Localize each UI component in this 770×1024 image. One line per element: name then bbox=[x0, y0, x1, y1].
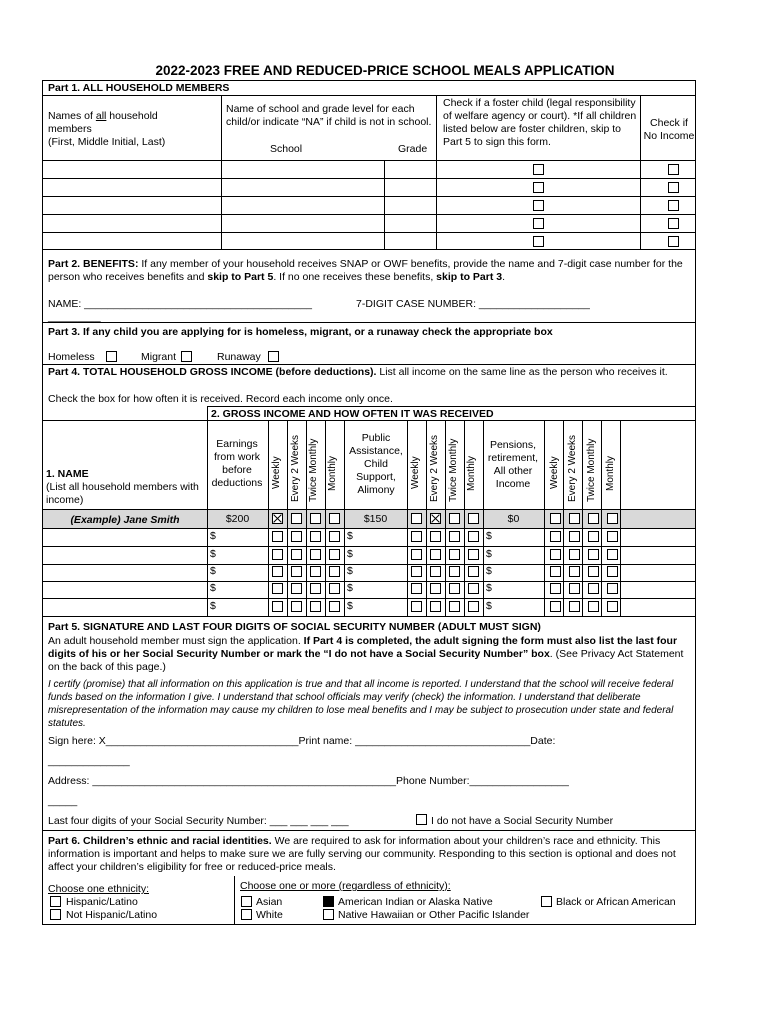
freq-monthly: Monthly bbox=[466, 455, 477, 491]
income-frequency-checkbox[interactable] bbox=[588, 583, 599, 594]
income-amount-field[interactable]: $ bbox=[210, 530, 216, 542]
address-line[interactable]: Address: ____________________________________________________Phone Number:_________________ bbox=[48, 775, 569, 787]
white-checkbox[interactable] bbox=[241, 909, 252, 920]
income-amount-field[interactable]: $ bbox=[347, 582, 353, 594]
income-frequency-checkbox[interactable] bbox=[430, 549, 441, 560]
black-checkbox[interactable] bbox=[541, 896, 552, 907]
income-amount-field[interactable]: $ bbox=[486, 565, 492, 577]
freq-every2weeks: Every 2 Weeks bbox=[290, 434, 301, 502]
income-amount-field[interactable]: $ bbox=[486, 548, 492, 560]
income-frequency-checkbox[interactable] bbox=[588, 531, 599, 542]
income-frequency-checkbox[interactable] bbox=[550, 566, 561, 577]
income-frequency-checkbox[interactable] bbox=[449, 549, 460, 560]
part1-heading: Part 1. ALL HOUSEHOLD MEMBERS bbox=[48, 82, 230, 94]
asian-checkbox[interactable] bbox=[241, 896, 252, 907]
date-cont: ______________ bbox=[48, 755, 130, 767]
foster-checkbox[interactable] bbox=[533, 236, 544, 247]
benefits-name-field[interactable]: NAME: _______________________________________ bbox=[48, 298, 312, 310]
asian-label: Asian bbox=[256, 896, 283, 908]
freq-every2weeks: Every 2 Weeks bbox=[567, 434, 578, 502]
grade-label: Grade bbox=[398, 143, 428, 155]
runaway-checkbox[interactable] bbox=[268, 351, 279, 362]
income-frequency-checkbox[interactable] bbox=[607, 566, 618, 577]
no-income-checkbox[interactable] bbox=[668, 218, 679, 229]
income-amount-field[interactable]: $ bbox=[210, 565, 216, 577]
income-frequency-checkbox[interactable] bbox=[607, 549, 618, 560]
freq-twicemonthly: Twice Monthly bbox=[308, 438, 319, 502]
income-frequency-checkbox[interactable] bbox=[291, 549, 302, 560]
income-frequency-checkbox[interactable] bbox=[411, 566, 422, 577]
income-frequency-checkbox[interactable] bbox=[550, 513, 561, 524]
income-frequency-checkbox[interactable] bbox=[430, 583, 441, 594]
income-frequency-checkbox[interactable] bbox=[588, 549, 599, 560]
no-income-checkbox[interactable] bbox=[668, 200, 679, 211]
migrant-label: Migrant bbox=[141, 351, 177, 363]
no-ssn-checkbox[interactable] bbox=[416, 814, 427, 825]
col-foster-header: Check if a foster child (legal responsibility of welfare agency or court). *If all children listed below are foster children, skip to Part 5 to sign this form. bbox=[443, 97, 637, 148]
income-frequency-checkbox[interactable] bbox=[291, 531, 302, 542]
income-frequency-checkbox[interactable] bbox=[449, 566, 460, 577]
hawaiian-checkbox[interactable] bbox=[323, 909, 334, 920]
ssn-field[interactable]: Last four digits of your Social Security Number: ___ ___ ___ ___ bbox=[48, 815, 349, 827]
income-frequency-checkbox[interactable] bbox=[588, 513, 599, 524]
ethnicity-label: Choose one ethnicity: bbox=[48, 883, 149, 895]
migrant-checkbox[interactable] bbox=[181, 351, 192, 362]
income-frequency-checkbox[interactable] bbox=[468, 531, 479, 542]
income-frequency-checkbox[interactable] bbox=[468, 583, 479, 594]
income-frequency-checkbox[interactable] bbox=[329, 601, 340, 612]
part6-text: Part 6. Children’s ethnic and racial identities. We are required to ask for information about your children’s race and ethnicity. This information is important and helps to make sure we are fully serving our community. Responding to this section is optional and does not affect your children’s eligibility for free or reduced-price meals. bbox=[48, 835, 676, 873]
freq-twicemonthly: Twice Monthly bbox=[448, 438, 459, 502]
signature-line[interactable]: Sign here: X_________________________________Print name: ______________________________Date: bbox=[48, 735, 556, 747]
foster-checkbox[interactable] bbox=[533, 164, 544, 175]
income-frequency-checkbox[interactable] bbox=[449, 531, 460, 542]
no-ssn-label: I do not have a Social Security Number bbox=[431, 815, 614, 827]
income-frequency-checkbox[interactable] bbox=[449, 513, 460, 524]
name-heading: 1. NAME bbox=[46, 468, 89, 480]
income-frequency-checkbox[interactable] bbox=[468, 513, 479, 524]
income-frequency-checkbox[interactable] bbox=[607, 583, 618, 594]
freq-weekly: Weekly bbox=[549, 456, 560, 489]
income-frequency-checkbox[interactable] bbox=[329, 566, 340, 577]
income-frequency-checkbox[interactable] bbox=[588, 601, 599, 612]
freq-monthly: Monthly bbox=[327, 455, 338, 491]
income-frequency-checkbox[interactable] bbox=[430, 601, 441, 612]
divider bbox=[42, 95, 696, 96]
income-amount-field[interactable]: $ bbox=[347, 548, 353, 560]
income-amount-field[interactable]: $ bbox=[486, 600, 492, 612]
income-frequency-checkbox[interactable] bbox=[430, 531, 441, 542]
example-earnings: $200 bbox=[225, 513, 250, 525]
case-number-field[interactable]: 7-DIGIT CASE NUMBER: ___________________ bbox=[356, 298, 590, 310]
freq-monthly: Monthly bbox=[605, 455, 616, 491]
income-frequency-checkbox[interactable] bbox=[607, 513, 618, 524]
income-frequency-checkbox[interactable] bbox=[272, 566, 283, 577]
example-name: (Example) Jane Smith bbox=[70, 514, 180, 526]
freq-weekly: Weekly bbox=[410, 456, 421, 489]
income-amount-field[interactable]: $ bbox=[210, 600, 216, 612]
freq-twicemonthly: Twice Monthly bbox=[586, 438, 597, 502]
income-amount-field[interactable]: $ bbox=[210, 582, 216, 594]
income-frequency-checkbox[interactable] bbox=[272, 513, 283, 524]
income-frequency-checkbox[interactable] bbox=[329, 549, 340, 560]
race-label: Choose one or more (regardless of ethnicity): bbox=[240, 880, 451, 892]
public-assistance-header: Public Assistance, Child Support, Alimony bbox=[349, 432, 403, 496]
income-frequency-checkbox[interactable] bbox=[607, 531, 618, 542]
income-frequency-checkbox[interactable] bbox=[550, 549, 561, 560]
part4-instructions: Check the box for how often it is received. Record each income only once. bbox=[48, 393, 393, 405]
income-frequency-checkbox[interactable] bbox=[310, 513, 321, 524]
certify-statement: I certify (promise) that all information on this application is true and that all income is reported. I understand that the school will receive federal funds based on the information I give. I understand that school officials may verify (check) the information. I understand that deliberate misrepresentation of the information may cause my children to lose meal benefits and I may be subject to prosecution under state and federal statutes. bbox=[48, 679, 674, 729]
american-indian-checkbox[interactable] bbox=[323, 896, 334, 907]
freq-every2weeks: Every 2 Weeks bbox=[429, 434, 440, 502]
address-cont: _____ bbox=[48, 795, 78, 807]
income-frequency-checkbox[interactable] bbox=[310, 531, 321, 542]
income-frequency-checkbox[interactable] bbox=[329, 531, 340, 542]
example-public: $150 bbox=[363, 513, 388, 525]
income-frequency-checkbox[interactable] bbox=[291, 566, 302, 577]
income-amount-field[interactable]: $ bbox=[210, 548, 216, 560]
foster-checkbox[interactable] bbox=[533, 182, 544, 193]
col-noincome-header: Check if No Income bbox=[643, 117, 695, 142]
col-names-header: Names of all household members (First, Middle Initial, Last) bbox=[48, 110, 166, 148]
earnings-header: Earnings from work before deductions bbox=[211, 438, 263, 489]
income-frequency-checkbox[interactable] bbox=[569, 583, 580, 594]
part5-heading: Part 5. SIGNATURE AND LAST FOUR DIGITS OF SOCIAL SECURITY NUMBER (ADULT MUST SIGN) bbox=[48, 621, 541, 633]
income-frequency-checkbox[interactable] bbox=[550, 601, 561, 612]
income-frequency-checkbox[interactable] bbox=[569, 513, 580, 524]
no-income-checkbox[interactable] bbox=[668, 236, 679, 247]
income-frequency-checkbox[interactable] bbox=[291, 513, 302, 524]
income-frequency-checkbox[interactable] bbox=[468, 601, 479, 612]
income-frequency-checkbox[interactable] bbox=[310, 549, 321, 560]
income-frequency-checkbox[interactable] bbox=[607, 601, 618, 612]
income-frequency-checkbox[interactable] bbox=[569, 566, 580, 577]
income-frequency-checkbox[interactable] bbox=[411, 531, 422, 542]
income-frequency-checkbox[interactable] bbox=[550, 531, 561, 542]
freq-weekly: Weekly bbox=[271, 456, 282, 489]
benefits-name-cont: _________ bbox=[48, 311, 101, 323]
income-frequency-checkbox[interactable] bbox=[329, 513, 340, 524]
income-frequency-checkbox[interactable] bbox=[310, 566, 321, 577]
hispanic-checkbox[interactable] bbox=[50, 896, 61, 907]
income-frequency-checkbox[interactable] bbox=[310, 583, 321, 594]
income-frequency-checkbox[interactable] bbox=[569, 601, 580, 612]
part5-text: An adult household member must sign the application. If Part 4 is completed, the adult signing the form must also list the last four digits of his or her Social Security Number or mark the “I do not have a Social Security Number” box. (See Privacy Act Statement on the back of this page.) bbox=[48, 635, 684, 673]
income-frequency-checkbox[interactable] bbox=[272, 549, 283, 560]
gross-income-heading: 2. GROSS INCOME AND HOW OFTEN IT WAS RECEIVED bbox=[211, 408, 494, 420]
foster-checkbox[interactable] bbox=[533, 200, 544, 211]
income-frequency-checkbox[interactable] bbox=[569, 549, 580, 560]
col-school-header: Name of school and grade level for each child/or indicate “NA” if child is not in school. bbox=[226, 103, 432, 128]
foster-checkbox[interactable] bbox=[533, 218, 544, 229]
income-frequency-checkbox[interactable] bbox=[411, 601, 422, 612]
income-frequency-checkbox[interactable] bbox=[588, 566, 599, 577]
homeless-label: Homeless bbox=[48, 351, 95, 363]
school-label: School bbox=[270, 143, 303, 155]
part3-heading: Part 3. If any child you are applying for is homeless, migrant, or a runaway check the appropriate box bbox=[48, 326, 553, 338]
income-frequency-checkbox[interactable] bbox=[411, 549, 422, 560]
form-title: 2022-2023 FREE AND REDUCED-PRICE SCHOOL MEALS APPLICATION bbox=[155, 63, 615, 78]
runaway-label: Runaway bbox=[217, 351, 261, 363]
income-frequency-checkbox[interactable] bbox=[449, 601, 460, 612]
income-frequency-checkbox[interactable] bbox=[569, 531, 580, 542]
pensions-header: Pensions, retirement, All other Income bbox=[487, 439, 539, 490]
income-amount-field[interactable]: $ bbox=[347, 565, 353, 577]
not-hispanic-checkbox[interactable] bbox=[50, 909, 61, 920]
income-frequency-checkbox[interactable] bbox=[430, 566, 441, 577]
not-hispanic-label: Not Hispanic/Latino bbox=[66, 909, 158, 921]
income-frequency-checkbox[interactable] bbox=[411, 583, 422, 594]
hawaiian-label: Native Hawaiian or Other Pacific Islander bbox=[338, 909, 530, 921]
black-label: Black or African American bbox=[556, 896, 676, 908]
income-frequency-checkbox[interactable] bbox=[291, 583, 302, 594]
white-label: White bbox=[256, 909, 283, 921]
part4-heading: Part 4. TOTAL HOUSEHOLD GROSS INCOME (before deductions). List all income on the same line as the person who receives it. bbox=[48, 366, 668, 378]
income-frequency-checkbox[interactable] bbox=[310, 601, 321, 612]
income-frequency-checkbox[interactable] bbox=[272, 583, 283, 594]
income-frequency-checkbox[interactable] bbox=[411, 513, 422, 524]
hispanic-label: Hispanic/Latino bbox=[66, 896, 138, 908]
income-frequency-checkbox[interactable] bbox=[550, 583, 561, 594]
income-frequency-checkbox[interactable] bbox=[468, 549, 479, 560]
income-amount-field[interactable]: $ bbox=[486, 582, 492, 594]
example-pensions: $0 bbox=[507, 513, 520, 525]
american-indian-label: American Indian or Alaska Native bbox=[338, 896, 493, 908]
income-frequency-checkbox[interactable] bbox=[430, 513, 441, 524]
income-frequency-checkbox[interactable] bbox=[272, 531, 283, 542]
income-amount-field[interactable]: $ bbox=[347, 600, 353, 612]
income-frequency-checkbox[interactable] bbox=[272, 601, 283, 612]
no-income-checkbox[interactable] bbox=[668, 182, 679, 193]
income-amount-field[interactable]: $ bbox=[347, 530, 353, 542]
homeless-checkbox[interactable] bbox=[106, 351, 117, 362]
no-income-checkbox[interactable] bbox=[668, 164, 679, 175]
income-amount-field[interactable]: $ bbox=[486, 530, 492, 542]
income-frequency-checkbox[interactable] bbox=[291, 601, 302, 612]
income-frequency-checkbox[interactable] bbox=[329, 583, 340, 594]
part2-text: Part 2. BENEFITS: If any member of your household receives SNAP or OWF benefits, provide the name and 7-digit case number for the person who receives benefits and skip to Part 5. If no one receives these benefits, skip to Part 3. bbox=[48, 258, 683, 283]
income-frequency-checkbox[interactable] bbox=[468, 566, 479, 577]
name-subheading: (List all household members with income) bbox=[46, 481, 199, 506]
income-frequency-checkbox[interactable] bbox=[449, 583, 460, 594]
